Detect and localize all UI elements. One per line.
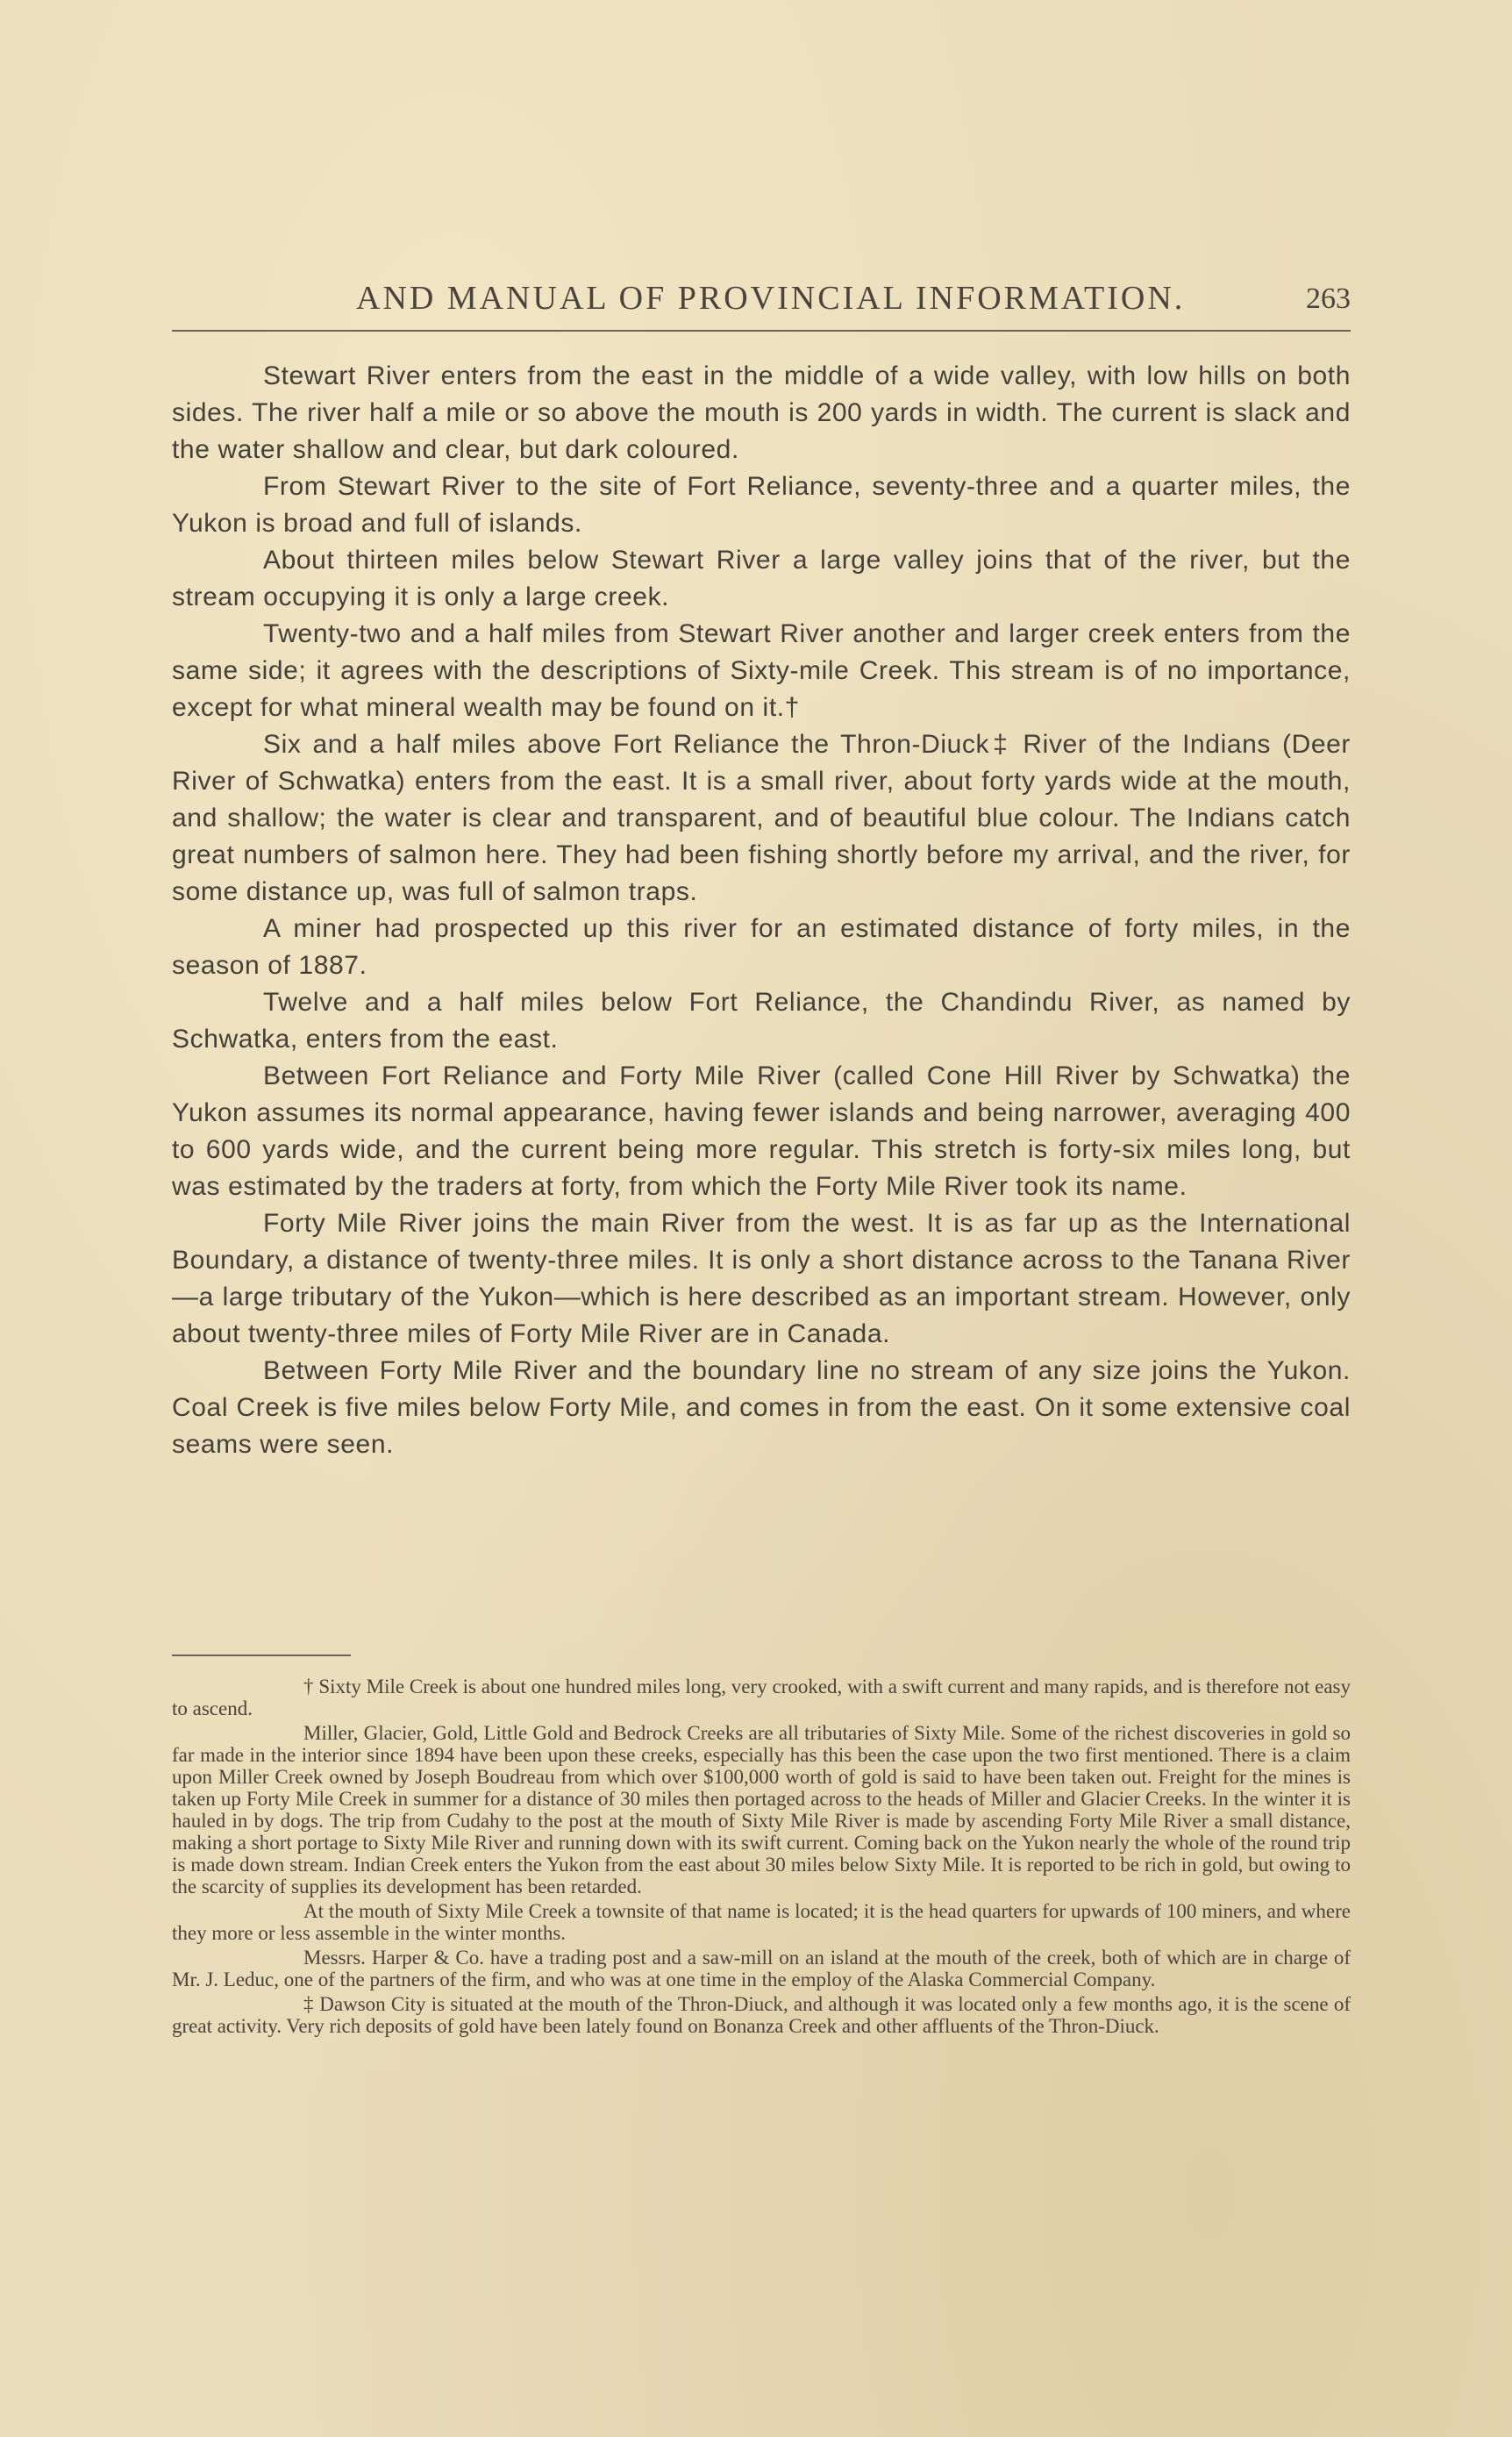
footnotes: [172, 1676, 1351, 2040]
paragraph: Twelve and a half miles below Fort Reliance, the Chandindu River, as named by Schwatka, enters from the east.: [172, 988, 1351, 1054]
paragraph: A miner had prospected up this river for an estimated distance of forty miles, in the season of 1887.: [172, 914, 1351, 980]
running-head: AND MANUAL OF PROVINCIAL INFORMATION.: [356, 280, 1186, 317]
page-number: 263: [1306, 282, 1351, 315]
paragraph: Between Forty Mile River and the boundary line no stream of any size joins the Yukon. Coal Creek is five miles below Forty Mile, and comes in from the east. On it some extensive coal seams were seen.: [172, 1356, 1351, 1459]
footnote: † Sixty Mile Creek is about one hundred miles long, very crooked, with a swift current and many rapids, and is therefore not easy to ascend.: [172, 1676, 1351, 1719]
page-header: [172, 279, 1351, 328]
paragraph: About thirteen miles below Stewart River a large valley joins that of the river, but the stream occupying it is only a large creek.: [172, 546, 1351, 611]
footnote: At the mouth of Sixty Mile Creek a townsite of that name is located; it is the head quarters for upwards of 100 miners, and where they more or less assemble in the winter months.: [172, 1900, 1351, 1944]
footnote-rule: [172, 1654, 351, 1656]
footnote: ‡ Dawson City is situated at the mouth of the Thron-Diuck, and although it was located only a few months ago, it is the scene of great activity. Very rich deposits of gold have been lately found on Bonanza Creek and other affluents of the Thron-Diuck.: [172, 1993, 1351, 2037]
paragraph: Six and a half miles above Fort Reliance the Thron-Diuck‡ River of the Indians (Deer River of Schwatka) enters from the east. It is a small river, about forty yards wide at the mouth, and shallow; the water is clear and transparent, and of beautiful blue colour. The Indians catch great numbers of salmon here. They had been fishing shortly before my arrival, and the river, for some distance up, was full of salmon traps.: [172, 730, 1351, 906]
paragraph: Stewart River enters from the east in the middle of a wide valley, with low hills on both sides. The river half a mile or so above the mouth is 200 yards in width. The current is slack and the water shallow and clear, but dark coloured.: [172, 361, 1351, 464]
footnote: Miller, Glacier, Gold, Little Gold and Bedrock Creeks are all tributaries of Sixty Mile. Some of the richest discoveries in gold so far made in the interior since 1894 have been upon these creeks, especially has this been the case upon the two first mentioned. There is a claim upon Miller Creek owned by Joseph Boudreau from which over $100,000 worth of gold is said to have been taken out. Freight for the mines is taken up Forty Mile Creek in summer for a distance of 30 miles then portaged across to the heads of Miller and Glacier Creeks. In the winter it is hauled in by dogs. The trip from Cudahy to the post at the mouth of Sixty Mile River is made by ascending Forty Mile River a small distance, making a short portage to Sixty Mile River and running down with its swift current. Coming back on the Yukon nearly the whole of the round trip is made down stream. Indian Creek enters the Yukon from the east about 30 miles below Sixty Mile. It is reported to be rich in gold, but owing to the scarcity of supplies its development has been retarded.: [172, 1722, 1351, 1897]
paragraph: Between Fort Reliance and Forty Mile River (called Cone Hill River by Schwatka) the Yukon assumes its normal appearance, having fewer islands and being narrower, averaging 400 to 600 yards wide, and the current being more regular. This stretch is forty-six miles long, but was estimated by the traders at forty, from which the Forty Mile River took its name.: [172, 1061, 1351, 1201]
paragraph: Twenty-two and a half miles from Stewart River another and larger creek enters from the same side; it agrees with the descriptions of Sixty-mile Creek. This stream is of no importance, except for what mineral wealth may be found on it.†: [172, 619, 1351, 722]
paragraph: From Stewart River to the site of Fort Reliance, seventy-three and a quarter miles, the Yukon is broad and full of islands.: [172, 472, 1351, 538]
body-text: [172, 358, 1351, 1463]
header-rule: [172, 330, 1351, 332]
paragraph: Forty Mile River joins the main River from the west. It is as far up as the International Boundary, a distance of twenty-three miles. It is only a short distance across to the Tanana River—a large tributary of the Yukon—which is here described as an important stream. However, only about twenty-three miles of Forty Mile River are in Canada.: [172, 1209, 1351, 1348]
footnote: Messrs. Harper & Co. have a trading post and a saw-mill on an island at the mouth of the creek, both of which are in charge of Mr. J. Leduc, one of the partners of the firm, and who was at one time in the employ of the Alaska Commercial Company.: [172, 1947, 1351, 1990]
